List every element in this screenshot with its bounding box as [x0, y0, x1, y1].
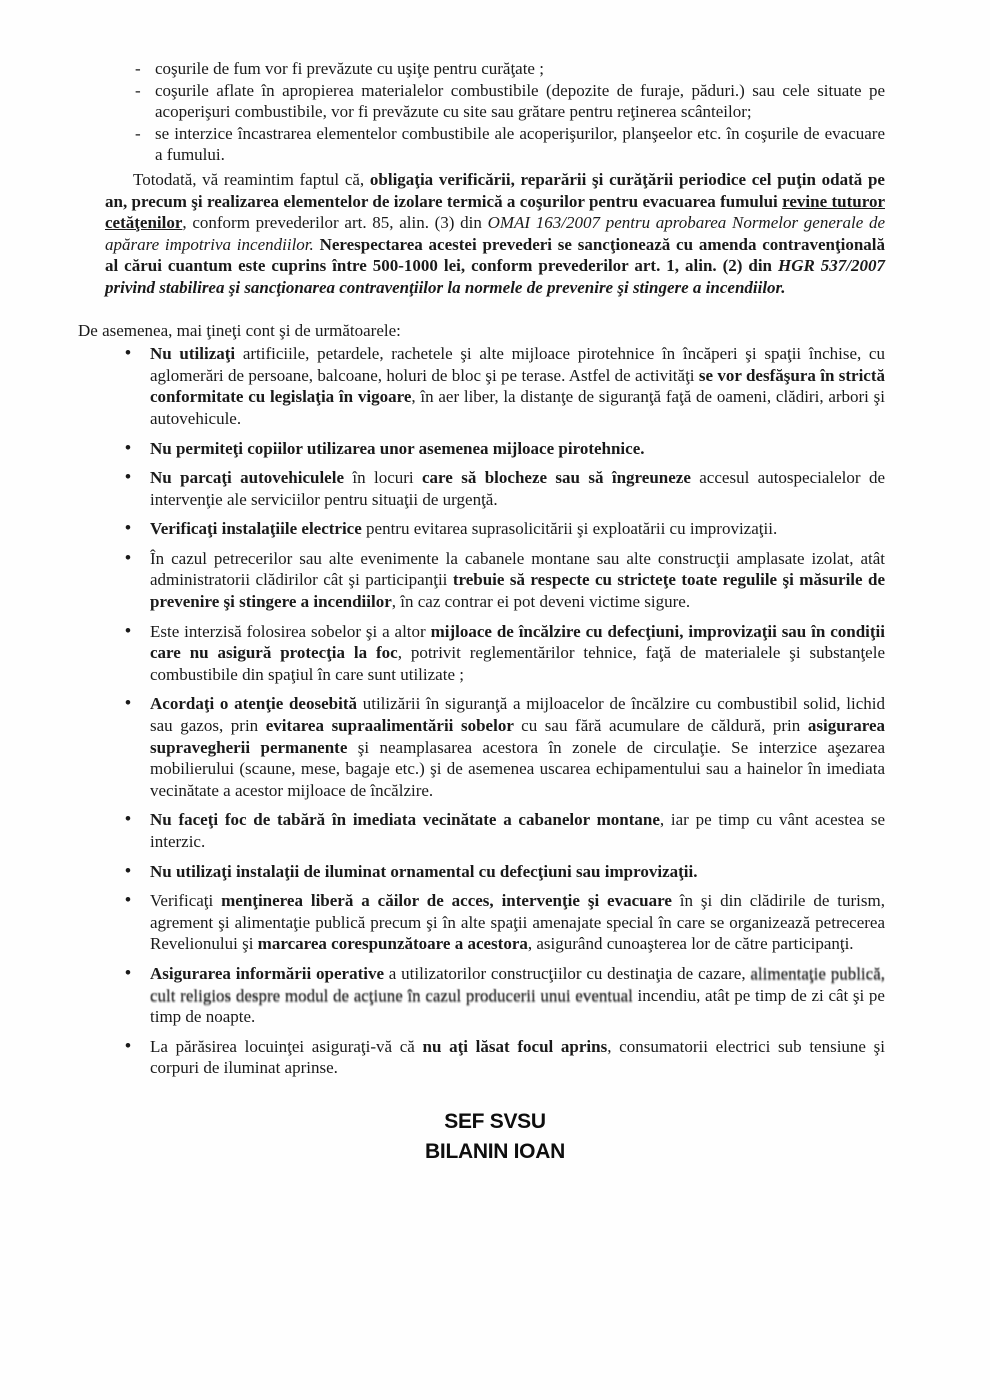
- bullet-marker: •: [125, 343, 131, 363]
- dash-marker: -: [135, 123, 141, 143]
- list-item: [133, 123, 885, 166]
- bullet-item-text: Asigurarea informării operative a utilizatorilor construcţiilor cu destinaţia de cazare, alimentaţie publică, cult religios despre modul de acţiune în cazul producerii unui eventual incendiu, atât pe timp de zi cât şi pe timp de noapte.: [150, 963, 885, 1027]
- bullet-list: [123, 343, 885, 1079]
- bullet-item-text: Nu parcaţi autovehiculele în locuri care să blocheze sau să îngreuneze accesul autospecialelor de intervenţie ale serviciilor pentru situaţii de urgenţă.: [150, 468, 885, 509]
- bullet-marker: •: [125, 860, 131, 880]
- list-item: [133, 80, 885, 123]
- bullet-marker: •: [125, 547, 131, 567]
- bullet-item: [123, 861, 885, 883]
- bullet-item: [123, 548, 885, 613]
- bullet-marker: •: [125, 693, 131, 713]
- bullet-marker: •: [125, 467, 131, 487]
- bullet-item: [123, 467, 885, 510]
- dash-list: [133, 58, 885, 166]
- bullet-item: [123, 518, 885, 540]
- list-item-text: coşurile de fum vor fi prevăzute cu uşiţe pentru curăţate ;: [155, 59, 544, 78]
- bullet-item-text: Acordaţi o atenţie deosebită utilizării în siguranţă a mijloacelor de încălzire cu combustibil solid, lichid sau gazos, prin evitarea supraalimentării sobelor cu sau fără acumulare de căldură, prin asigurarea supravegherii permanente şi neamplasarea acestora în zonele de circulaţie. Se interzice aşezarea mobilierului (scaune, mese, bagaje etc.) şi de asemenea uscarea echipamentului sau a hainelor în imediata vecinătate a acestor mijloace de încălzire.: [150, 694, 885, 800]
- bullet-item: [123, 621, 885, 686]
- paragraph-legal-notice: Totodată, vă reamintim faptul că, obligaţia verificării, reparării şi curăţării periodice cel puţin odată pe an, precum şi realizarea elementelor de izolare termică a coşurilor pentru evacuarea fumului revine tuturor cetăţenilor, conform prevederilor art. 85, alin. (3) din OMAI 163/2007 pentru aprobarea Normelor generale de apărare impotriva incendiilor. Nerespectarea acestei prevederi se sancţionează cu amenda contravenţională al cărui cuantum este cuprins între 500-1000 lei, conform prevederilor art. 1, alin. (2) din HGR 537/2007 privind stabilirea şi sancţionarea contravenţiilor la normele de prevenire şi stingere a incendiilor.: [105, 169, 886, 297]
- bullet-item-text: Verificaţi instalaţiile electrice pentru evitarea suprasolicitării şi exploatării cu improvizaţii.: [150, 519, 778, 539]
- list-item-text: coşurile aflate în apropierea materialelor combustibile (depozite de furaje, păduri.) sau cele situate pe acoperişuri combustibile, vor fi prevăzute cu site sau grătare pentru reţinerea scânteilor;: [155, 80, 885, 122]
- dash-marker: -: [135, 80, 141, 100]
- bullet-item: [123, 693, 885, 801]
- signature-name: BILANIN IOAN: [425, 1139, 565, 1163]
- bullet-item-text: Nu utilizaţi instalaţii de iluminat ornamental cu defecţiuni sau improvizaţii.: [150, 861, 698, 881]
- signature-block: [105, 1107, 885, 1167]
- bullet-marker: •: [125, 518, 131, 538]
- bullet-marker: •: [125, 890, 131, 910]
- bullet-item: [123, 963, 885, 1028]
- intro-line: De asemenea, mai ţineţi cont şi de următoarele:: [78, 320, 401, 340]
- bullet-marker: •: [125, 809, 131, 829]
- bullet-marker: •: [125, 620, 131, 640]
- bullet-item: [123, 890, 885, 955]
- dash-marker: -: [135, 59, 141, 78]
- bullet-item-text: Nu permiteţi copiilor utilizarea unor asemenea mijloace pirotehnice.: [150, 438, 645, 458]
- bullet-item-text: În cazul petrecerilor sau alte evenimente la cabanele montane sau alte construcţii amplasate izolat, atât administratorii clădirilor cât şi participanţii trebuie să respecte cu stricteţe toate regulile şi măsurile de prevenire şi stingere a incendiilor, în caz contrar ei pot deveni victime sigure.: [150, 548, 885, 612]
- bullet-item-text: Verificaţi menţinerea liberă a căilor de acces, intervenţie şi evacuare în şi din clădirile de turism, agrement şi alimentaţie publică precum şi în alte spaţii amenajate special în care se organizează petrecerea Revelionului şi marcarea corespunzătoare a acestora, asigurând cunoaşterea lor de către participanţi.: [150, 891, 885, 954]
- bullet-item: [123, 1036, 885, 1079]
- bullet-item-text: Este interzisă folosirea sobelor şi a altor mijloace de încălzire cu defecţiuni, improvizaţii sau în condiţii care nu asigură protecţia la foc, potrivit reglementărilor tehnice, faţă de materialele şi substanţele combustibile din spaţiul în care sunt utilizate ;: [150, 621, 885, 684]
- bullet-item-text: La părăsirea locuinţei asiguraţi-vă că nu aţi lăsat focul aprins, consumatorii electrici sub tensiune şi corpuri de iluminat aprinse.: [150, 1036, 886, 1078]
- bullet-item: [123, 809, 885, 852]
- list-item-text: se interzice încastrarea elementelor combustibile ale acoperişurilor, planşeelor etc. în coşurile de evacuare a fumului.: [155, 123, 885, 165]
- bullet-marker: •: [125, 962, 131, 982]
- bullet-item-text: Nu faceţi foc de tabără în imediata vecinătate a cabanelor montane, iar pe timp cu vânt acestea se interzic.: [150, 810, 886, 851]
- bullet-marker: •: [125, 1035, 131, 1055]
- bullet-item: [123, 438, 885, 460]
- bullet-marker: •: [125, 437, 131, 457]
- signature-role: SEF SVSU: [444, 1109, 546, 1133]
- bullet-item-text: Nu utilizaţi artificiile, petardele, rachetele şi alte mijloace pirotehnice în încăperi şi spaţii închise, cu aglomerări de persoane, balcoane, holuri de bloc şi pe terase. Astfel de activităţi se vor desfăşura în strictă conformitate cu legislaţia în vigoare, în aer liber, la distanţe de siguranţă faţă de oameni, clădiri, arbori şi autovehicule.: [150, 344, 885, 428]
- list-item: [133, 58, 885, 80]
- bullet-item: [123, 343, 885, 429]
